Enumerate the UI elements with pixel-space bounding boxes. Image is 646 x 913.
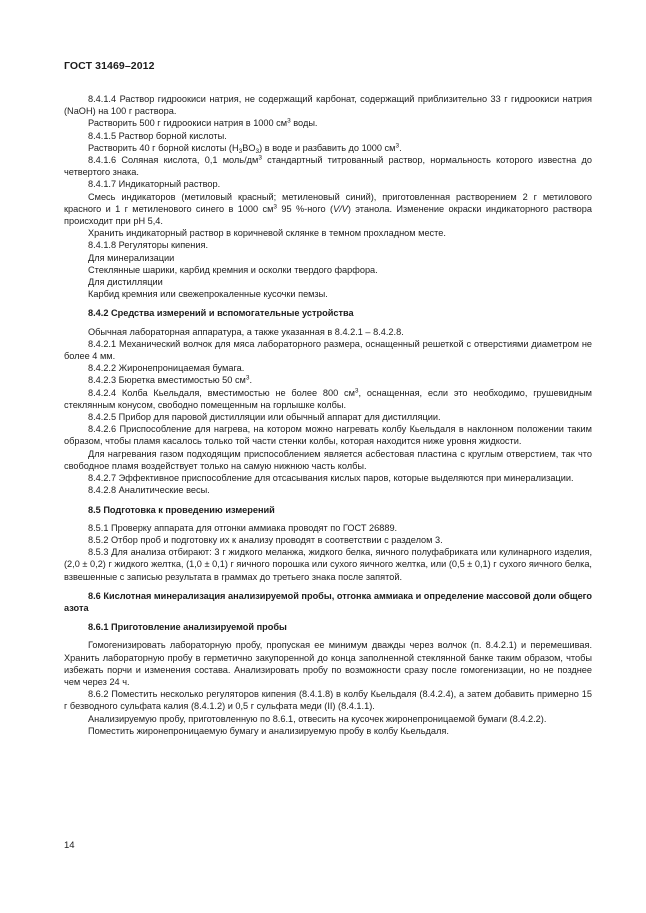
paragraph: 8.4.1.5 Раствор борной кислоты. xyxy=(88,130,227,141)
paragraph: 8.4.2.6 Приспособление для нагрева, на котором можно нагревать колбу Кьельдаля в наклонном положении таким образом, чтобы пламя касалось только той части стенки колбы, которая находится ниже уровня жидкости. xyxy=(64,424,592,447)
paragraph: Для минерализации xyxy=(88,252,175,263)
paragraph: 8.5.3 Для анализа отбирают: 3 г жидкого меланжа, жидкого белка, яичного полуфабриката или кулинарного изделия, (2,0 ± 0,2) г жидкого желтка, (1,0 ± 0,1) г яичного порошка или сухого яичного желтка, или (0,5 ± 0,1) г сухого яичного белка, взвешенные с записью результата в граммах до третьего знака после запятой. xyxy=(64,547,592,582)
paragraph: 8.4.2.4 Колба Кьельдаля, вместимостью не более 800 $см^3$, оснащенная, если это необходимо, грушевидным стеклянным конусом, свободно помещенным на горлышке колбы. xyxy=(64,387,592,410)
paragraph: Хранить индикаторный раствор в коричневой склянке в темном прохладном месте. xyxy=(88,228,446,239)
paragraph: 8.4.2.5 Прибор для паровой дистилляции или обычный аппарат для дистилляции. xyxy=(88,412,441,423)
paragraph: Поместить жиронепроницаемую бумагу и анализируемую пробу в колбу Кьельдаля. xyxy=(88,725,449,736)
paragraph: Для дистилляции xyxy=(88,277,163,288)
paragraph: Растворить 40 г борной кислоты $(H_3BO_3)$ в воде и разбавить до 1000 $см^3$. xyxy=(88,142,402,155)
paragraph: 8.4.2.8 Аналитические весы. xyxy=(88,485,210,496)
paragraph: 8.4.1.8 Регуляторы кипения. xyxy=(88,240,209,251)
section-heading: 8.5 Подготовка к проведению измерений xyxy=(88,504,275,515)
paragraph: 8.4.1.4 Раствор гидроокиси натрия, не содержащий карбонат, содержащий приблизительно 33 г гидроокиси натрия (NaOH) на 100 г раствора. xyxy=(64,94,592,117)
paragraph: Карбид кремния или свежепрокаленные кусочки пемзы. xyxy=(88,289,328,300)
section-heading: 8.4.2 Средства измерений и вспомогательные устройства xyxy=(88,308,354,319)
document-header: ГОСТ 31469–2012 xyxy=(64,60,155,72)
paragraph: 8.5.1 Проверку аппарата для отгонки аммиака проводят по ГОСТ 26889. xyxy=(88,522,398,533)
page-number: 14 xyxy=(64,840,75,851)
paragraph: Гомогенизировать лабораторную пробу, пропуская ее минимум дважды через волчок (п. 8.4.2.1) и перемешивая. Хранить лабораторную пробу в герметично закупоренной до конца заполненной стеклянной банке таким образом, чтобы избежать порчи и изменения состава. Анализировать пробу по возможности сразу после гомогенизации, но не позднее чем через 24 ч. xyxy=(64,640,592,687)
paragraph: Анализируемую пробу, приготовленную по 8.6.1, отвесить на кусочек жиронепроницаемой бумаги (8.4.2.2). xyxy=(88,713,547,724)
section-heading: 8.6 Кислотная минерализация анализируемой пробы, отгонка аммиака и определение массовой доли общего азота xyxy=(64,590,592,613)
paragraph: Растворить 500 г гидроокиси натрия в 1000 $см^3$ воды. xyxy=(88,117,318,129)
subsection-heading: 8.6.1 Приготовление анализируемой пробы xyxy=(88,622,287,633)
paragraph: Стеклянные шарики, карбид кремния и осколки твердого фарфора. xyxy=(88,264,378,275)
paragraph: 8.6.2 Поместить несколько регуляторов кипения (8.4.1.8) в колбу Кьельдаля (8.4.2.4), а затем добавить примерно 15 г безводного сульфата калия (8.4.1.2) и 0,5 г сульфата меди (II) (8.4.1.1). xyxy=(64,689,592,712)
paragraph: Для нагревания газом подходящим приспособлением является асбестовая пластина с круглым отверстием, так что свободное пламя воздействует только на самую нижнюю часть колбы. xyxy=(64,448,592,471)
paragraph: 8.4.1.7 Индикаторный раствор. xyxy=(88,179,221,190)
paragraph: Обычная лабораторная аппаратура, а также указанная в 8.4.2.1 – 8.4.2.8. xyxy=(88,326,404,337)
paragraph: 8.4.2.3 Бюретка вместимостью 50 $см^3$. xyxy=(88,374,253,386)
paragraph: 8.4.2.7 Эффективное приспособление для отсасывания кислых паров, которые выделяются при минерализации. xyxy=(88,473,574,484)
document-body xyxy=(64,93,592,737)
paragraph: 8.4.1.6 Соляная кислота, 0,1 моль/$дм^3$ стандартный титрованный раствор, нормальность которого известна до четвертого знака. xyxy=(64,154,592,178)
paragraph: 8.4.2.1 Механический волчок для мяса лабораторного размера, оснащенный решеткой с отверстиями диаметром не более 4 мм. xyxy=(64,338,592,362)
paragraph: 8.5.2 Отбор проб и подготовку их к анализу проводят в соответствии с разделом 3. xyxy=(88,534,443,545)
paragraph: 8.4.2.2 Жиронепроницаемая бумага. xyxy=(88,363,245,374)
paragraph: Смесь индикаторов (метиловый красный; метиленовый синий), приготовленная растворением 2 г метилового красного и 1 г метиленового синего в 1000 $см^3$ 95 %-ного (V/V) этанола. Изменение окраски индикаторного раствора происходит при pH 5,4. xyxy=(64,191,592,227)
